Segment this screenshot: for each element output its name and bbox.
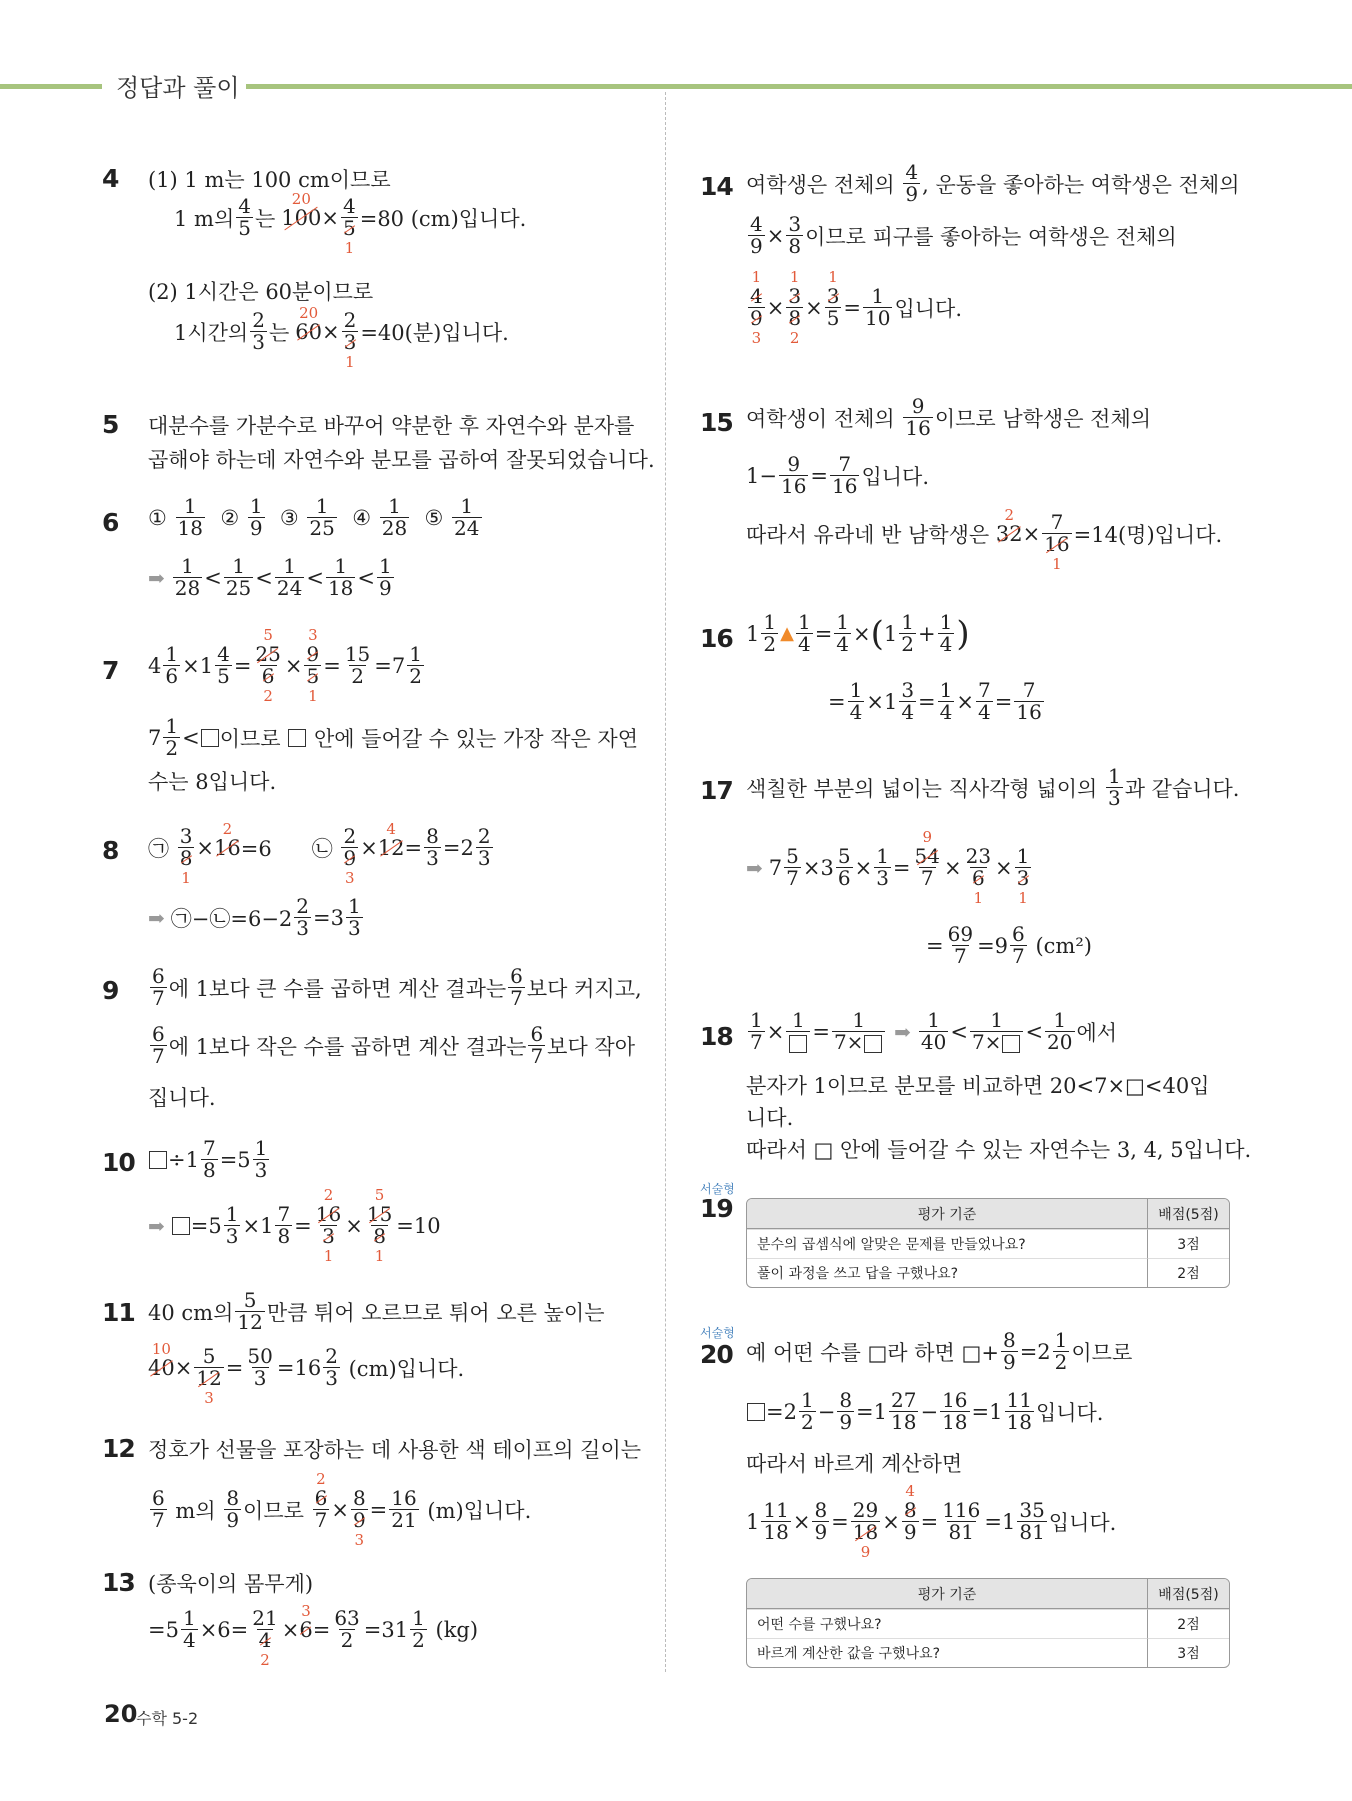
p12-l2c: (m)입니다. [427, 1498, 532, 1523]
p4-line2: 1 m의 $\frac{4}{5}$ 는 20 100 × 4 5 1 =80 (cm)입니다. [174, 189, 527, 258]
p20-line4: 1 $\frac{11}{18}$ × $\frac{8}{9}$ = 29 18 9 × 8 4 9 = $\frac{116}{81}$ =1 $\frac{35}{81}$ 입니다. [746, 1482, 1117, 1562]
problem-11-number: 11 [102, 1298, 135, 1327]
problem-4-number: 4 [102, 164, 119, 193]
p4-line1: (1) 1 m는 100 cm이므로 [148, 168, 391, 192]
cancel-60: 20 60 [295, 303, 322, 344]
header-bar-left [0, 84, 102, 89]
p20-r2-p: 3점 [1147, 1638, 1229, 1667]
p11-line1: 40 cm의 $\frac{5}{12}$ 만큼 튀어 오르므로 튀어 오른 높이는 [148, 1288, 605, 1334]
p12-l2a: m의 [175, 1498, 216, 1523]
p15-line1: 여학생이 전체의 $\frac{9}{16}$ 이므로 남학생은 전체의 [746, 394, 1152, 440]
p7-l2-text: 이므로 [219, 726, 281, 751]
p6-line2: ➡ $\frac{1}{28}$ < $\frac{1}{25}$ < $\frac{1}{24}$ < $\frac{1}{18}$ < $\frac{1}{9}$ [148, 554, 392, 600]
p15-l2b: 입니다. [861, 464, 930, 489]
p9-line2: $\frac{6}{7}$ 에 1보다 작은 수를 곱하면 계산 결과는 $\frac{6}{7}$ 보다 작아 [152, 1022, 635, 1068]
p20-th1: 평가 기준 [747, 1579, 1147, 1609]
p19-th1: 평가 기준 [747, 1199, 1147, 1229]
p13-l2b: (kg) [435, 1617, 479, 1642]
p14-line3: 4 1 9 3 × 3 1 8 2 × 3 1 5 = $\frac{1}{10}$ 입니다. [750, 268, 963, 348]
p8-line1: ㉠ 3 8 1 × 16 2 =6 ㉡ 2 9 3 × 12 4 = $\frac{8}{3}$ =2 $\frac{2}{3}$ [148, 819, 491, 888]
p14-l1b: , 운동을 좋아하는 여학생은 전체의 [922, 172, 1240, 197]
p12-line2: $\frac{6}{7}$ m의 $\frac{8}{9}$ 이므로 6 2 7 × 8 9 3 = $\frac{16}{21}$ (m)입니다. [152, 1470, 532, 1550]
p4-l4-pre: 1시간의 [174, 320, 249, 345]
page-header [0, 64, 1352, 104]
p4-line4: 1시간의 $\frac{2}{3}$ 는 20 60 × 2 3 1 =40(분)입니다. [174, 303, 509, 372]
table-row [747, 1258, 1229, 1287]
p13-line1: (종욱이의 몸무게) [148, 1572, 314, 1596]
p4-l4-mid: 는 [268, 320, 290, 345]
p16-line1: 1 $\frac{1}{2}$ ▲ $\frac{1}{4}$ = $\frac{1}{4}$ × ( 1 $\frac{1}{2}$ + $\frac{1}{4}$ ) [746, 610, 970, 656]
header-bar-right [246, 84, 1352, 89]
frac: $\frac{2}{3}$ [252, 308, 265, 354]
p17-l1b: 과 같습니다. [1124, 776, 1240, 801]
problem-12-number: 12 [102, 1434, 135, 1463]
p7-l2-text2: 안에 들어갈 수 있는 가장 작은 자연 [313, 726, 639, 751]
p20-tag: 서술형 [700, 1326, 735, 1340]
p20-criteria-table [746, 1578, 1230, 1668]
table-row [747, 1638, 1229, 1667]
p15-line3: 따라서 유라네 반 남학생은 32 2 × 7 16 1 =14(명)입니다. [746, 505, 1223, 574]
p13-line2: =5 $\frac{1}{4}$ ×6= 21 4 2 × 6 3 = $\frac{63}{2}$ =31 $\frac{1}{2}$ (kg) [148, 1601, 479, 1670]
p19-th2: 배점(5점) [1147, 1199, 1229, 1229]
cancel-100: 20 100 [281, 189, 322, 230]
p8-line2: ➡ ㉠−㉡=6−2 $\frac{2}{3}$ =3 $\frac{1}{3}$ [148, 894, 361, 940]
p9-l2b: 보다 작아 [547, 1034, 635, 1059]
problem-7-number: 7 [102, 656, 119, 685]
p15-l1b: 이므로 남학생은 전체의 [934, 406, 1152, 431]
p20-line3: 따라서 바르게 계산하면 [746, 1452, 963, 1476]
p19-criteria-table [746, 1198, 1230, 1288]
frac: $\frac{4}{5}$ [238, 194, 251, 240]
p15-l3a: 따라서 유라네 반 남학생은 [746, 522, 990, 547]
problem-15-number: 15 [700, 408, 733, 437]
p20-r1-p: 2점 [1147, 1609, 1229, 1638]
problem-9-number: 9 [102, 976, 119, 1005]
p4-l2-post: =80 (cm)입니다. [359, 206, 527, 231]
p19-r1-p: 3점 [1147, 1229, 1229, 1258]
p20-l2b: 입니다. [1035, 1400, 1104, 1425]
frac: 4 5 1 [342, 194, 356, 258]
p18-line3: 니다. [746, 1106, 794, 1130]
p20-line1: 예 어떤 수를 □라 하면 □+ $\frac{8}{9}$ =2 $\frac{1}{2}$ 이므로 [746, 1328, 1133, 1374]
p18-line4: 따라서 □ 안에 들어갈 수 있는 자연수는 3, 4, 5입니다. [746, 1138, 1252, 1162]
p5-line2: 곱해야 하는데 자연수와 분모를 곱하여 잘못되었습니다. [148, 448, 655, 472]
footer-subject: 수학 5-2 [136, 1709, 199, 1728]
p20-r2-c: 바르게 계산한 값을 구했나요? [747, 1638, 1147, 1667]
p16-line2: = $\frac{1}{4}$ ×1 $\frac{3}{4}$ = $\frac{1}{4}$ × $\frac{7}{4}$ = $\frac{7}{16}$ [828, 678, 1042, 724]
p9-line1: $\frac{6}{7}$ 에 1보다 큰 수를 곱하면 계산 결과는 $\frac{6}{7}$ 보다 커지고, [152, 964, 642, 1010]
p4-l2-pre: 1 m의 [174, 206, 235, 231]
problem-13-number: 13 [102, 1568, 135, 1597]
p19-r1-c: 분수의 곱셈식에 알맞은 문제를 만들었나요? [747, 1229, 1147, 1258]
problem-6-number: 6 [102, 508, 119, 537]
p14-l1a: 여학생은 전체의 [746, 172, 895, 197]
p7-line1: 4 $\frac{1}{6}$ ×1 $\frac{4}{5}$ = 25 5 6 2 × 9 3 5 1 = $\frac{15}{2}$ =7 $\frac{1}{2}$ [148, 626, 422, 706]
frac: 2 3 1 [343, 308, 357, 372]
p11-l1a: 40 cm의 [148, 1300, 234, 1325]
p11-line2: 40 10 × 5 12 3 = $\frac{50}{3}$ =16 $\frac{2}{3}$ (cm)입니다. [148, 1339, 465, 1408]
p4-l2-mid: 는 [254, 206, 276, 231]
p15-l3b: =14(명)입니다. [1073, 522, 1223, 547]
p20-l1b: 이므로 [1071, 1340, 1133, 1365]
p20-l1a: 예 어떤 수를 □라 하면 □+ [746, 1340, 999, 1365]
table-row [747, 1609, 1229, 1638]
p17-line1: 색칠한 부분의 넓이는 직사각형 넓이의 $\frac{1}{3}$ 과 같습니다. [746, 764, 1240, 810]
p10-line1: ÷1 $\frac{7}{8}$ =5 $\frac{1}{3}$ [148, 1138, 271, 1181]
p4-l4-post: =40(분)입니다. [360, 320, 509, 345]
page-number: 20 [104, 1700, 138, 1728]
p17-line2: ➡ 7 $\frac{5}{7}$ ×3 $\frac{5}{6}$ × $\frac{1}{3}$ = 54 9 7 × 23 6 1 × 1 3 1 [746, 828, 1030, 908]
p11-l2b: (cm)입니다. [348, 1356, 465, 1381]
p15-line2: 1− $\frac{9}{16}$ = $\frac{7}{16}$ 입니다. [746, 452, 930, 498]
p20-th2: 배점(5점) [1147, 1579, 1229, 1609]
p14-l3b: 입니다. [894, 296, 963, 321]
p9-l1b: 보다 커지고, [526, 976, 642, 1001]
p4-line3: (2) 1시간은 60분이므로 [148, 280, 374, 304]
p19-r2-p: 2점 [1147, 1258, 1229, 1287]
p18-l1b: 에서 [1076, 1020, 1118, 1045]
p9-l2a: 에 1보다 작은 수를 곱하면 계산 결과는 [168, 1034, 527, 1059]
p17-l1a: 색칠한 부분의 넓이는 직사각형 넓이의 [746, 776, 1098, 801]
p15-l1a: 여학생이 전체의 [746, 406, 895, 431]
p20-l4b: 입니다. [1048, 1510, 1117, 1535]
header-title: 정답과 풀이 [116, 74, 240, 102]
problem-20-number: 20 [700, 1340, 733, 1369]
p17-unit: (cm²) [1035, 933, 1092, 958]
p7-line2: 7 $\frac{1}{2}$ < 이므로 안에 들어갈 수 있는 가장 작은 자연 [148, 714, 639, 760]
problem-5-number: 5 [102, 410, 119, 439]
p9-line3: 집니다. [148, 1086, 216, 1110]
p20-r1-c: 어떤 수를 구했나요? [747, 1609, 1147, 1638]
p19-r2-c: 풀이 과정을 쓰고 답을 구했나요? [747, 1258, 1147, 1287]
problem-14-number: 14 [700, 172, 733, 201]
p18-line1: $\frac{1}{7}$ × 1 = $\frac{1}{7\times}$ ➡ $\frac{1}{40}$ < $\frac{1}{7\times}$ < $\frac{1}{20}$ 에서 [750, 1008, 1118, 1054]
p6-line1: ① $\frac{1}{18}$ ② $\frac{1}{9}$ ③ $\frac{1}{25}$ ④ $\frac{1}{28}$ ⑤ $\frac{1}{24}$ [148, 494, 480, 540]
p17-line3: = $\frac{69}{7}$ =9 $\frac{6}{7}$ (cm²) [926, 922, 1092, 968]
p9-l1a: 에 1보다 큰 수를 곱하면 계산 결과는 [168, 976, 507, 1001]
problem-16-number: 16 [700, 624, 733, 653]
problem-8-number: 8 [102, 836, 119, 865]
problem-17-number: 17 [700, 776, 733, 805]
p19-tag: 서술형 [700, 1182, 735, 1196]
p18-line2: 분자가 1이므로 분모를 비교하면 20<7×□<40입 [746, 1074, 1210, 1098]
table-row [747, 1229, 1229, 1258]
p20-line2: =2 $\frac{1}{2}$ − $\frac{8}{9}$ =1 $\frac{27}{18}$ − $\frac{16}{18}$ =1 $\frac{11}{18}$ 입니다. [746, 1390, 1104, 1433]
p11-l1b: 만큼 튀어 오르므로 튀어 오른 높이는 [266, 1300, 605, 1325]
p5-line1: 대분수를 가분수로 바꾸어 약분한 후 자연수와 분자를 [148, 414, 635, 438]
p14-line2: $\frac{4}{9}$ × $\frac{3}{8}$ 이므로 피구를 좋아하는 여학생은 전체의 [750, 212, 1177, 258]
problem-19-number: 19 [700, 1194, 733, 1223]
p14-line1: 여학생은 전체의 $\frac{4}{9}$ , 운동을 좋아하는 여학생은 전체의 [746, 160, 1240, 206]
column-divider [665, 92, 666, 1672]
p7-line3: 수는 8입니다. [148, 770, 277, 794]
p12-l2b: 이므로 [243, 1498, 304, 1523]
problem-18-number: 18 [700, 1022, 733, 1051]
triangle-icon: ▲ [780, 623, 794, 644]
p10-line2: ➡ =5 $\frac{1}{3}$ ×1 $\frac{7}{8}$ = 16 2 3 1 × 15 5 8 1 =10 [148, 1186, 441, 1266]
p12-line1: 정호가 선물을 포장하는 데 사용한 색 테이프의 길이는 [148, 1438, 642, 1462]
problem-10-number: 10 [102, 1148, 135, 1177]
p14-l2b: 이므로 피구를 좋아하는 여학생은 전체의 [805, 224, 1177, 249]
